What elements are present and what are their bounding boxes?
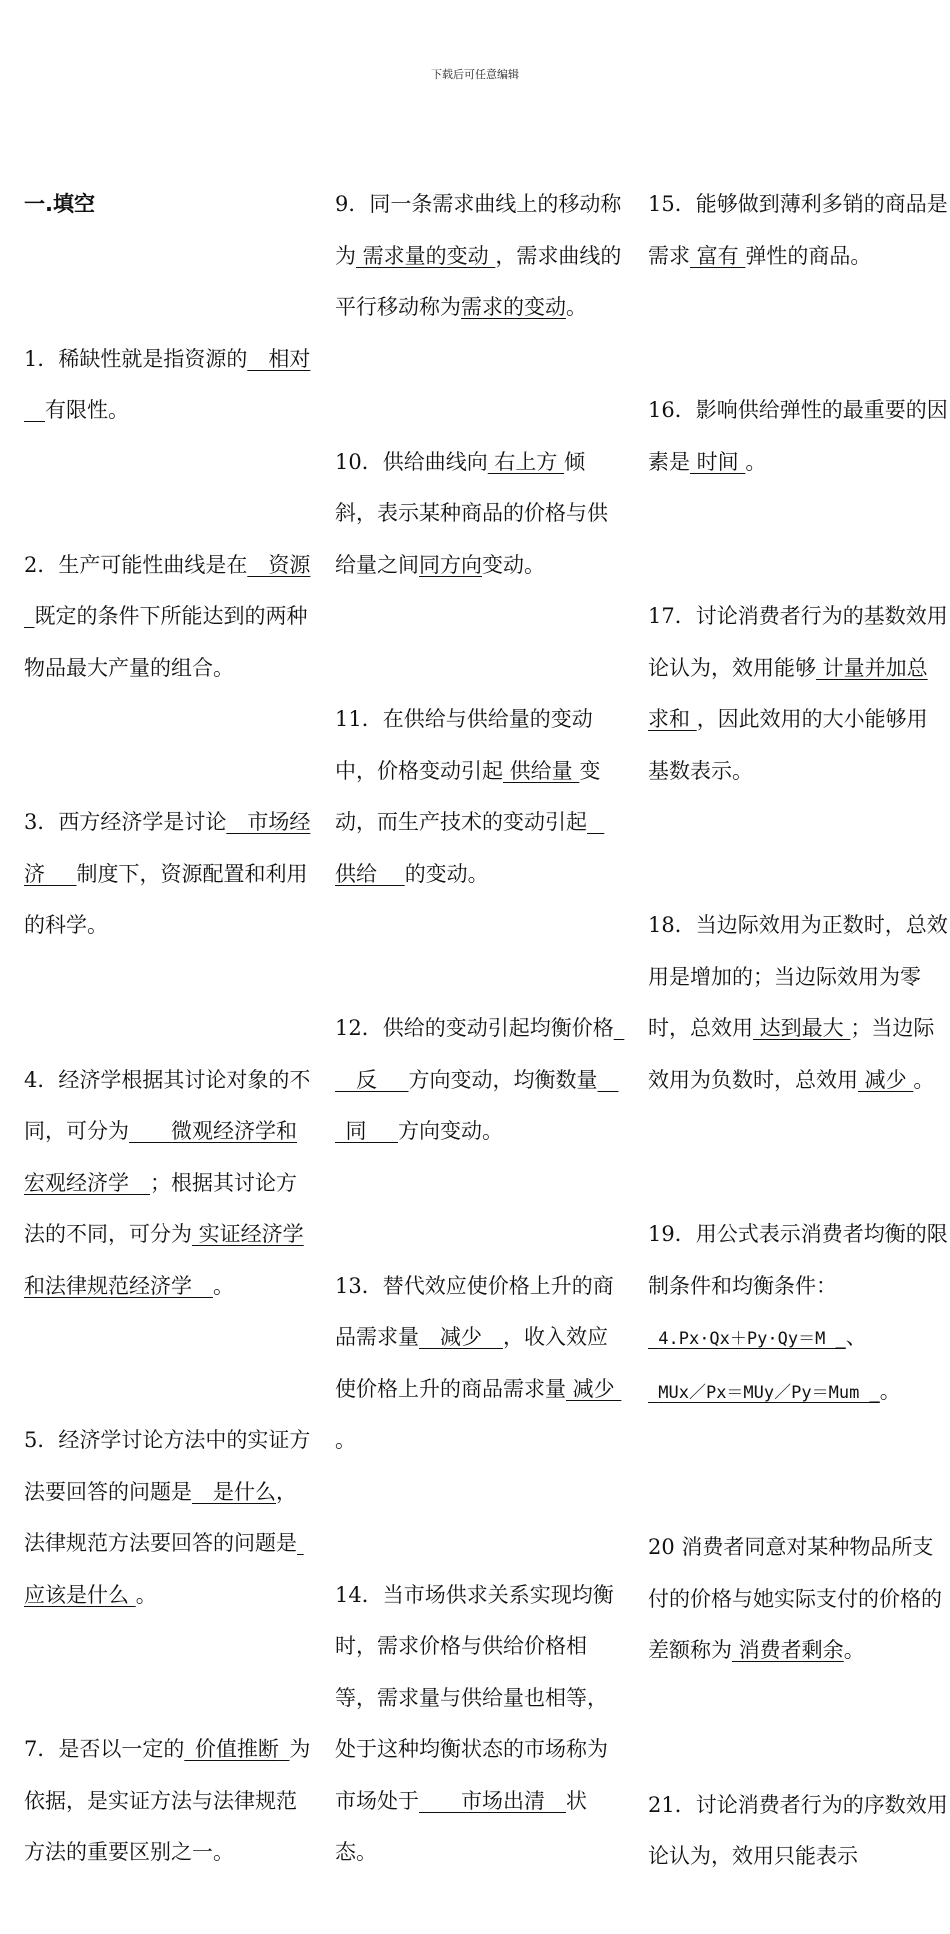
question-15: 15．能够做到薄利多销的商品是需求 富有 弹性的商品。: [648, 192, 948, 268]
question-7: 7．是否以一定的_价值推断_为依据，是实证方法与法律规范方法的重要区别之一。: [24, 1737, 311, 1864]
question-16: 16．影响供给弹性的最重要的因素是 时间 。: [648, 398, 948, 474]
column-2: [335, 76, 625, 1930]
question-17: 17．讨论消费者行为的基数效用论认为，效用能够 计量并加总求和 ，因此效用的大小能够用基数表示。: [648, 604, 948, 783]
column-3: [648, 76, 948, 1934]
question-2: 2．生产可能性曲线是在__资源_既定的条件下所能达到的两种物品最大产量的组合。: [24, 552, 311, 680]
question-20: 20 消费者同意对某种物品所支付的价格与她实际支付的价格的差额称为 消费者剩余。: [648, 1535, 942, 1662]
section-title: 一.填空: [24, 192, 95, 216]
question-21: 21．讨论消费者行为的序数效用论认为，效用只能表示: [648, 1792, 948, 1868]
formula-budget-constraint: 4.Px·Qx＋Py·Qy＝M _: [648, 1329, 846, 1349]
question-4: 4．经济学根据其讨论对象的不同，可分为____微观经济学和宏观经济学__；根据其讨论方法的不同，可分为 实证经济学和法律规范经济学__。: [24, 1067, 311, 1298]
question-13: 13．替代效应使价格上升的商品需求量__减少__，收入效应使价格上升的商品需求量 减少 。: [335, 1273, 622, 1452]
question-19: 19．用公式表示消费者均衡的限制条件和均衡条件： 4.Px·Qx＋Py·Qy＝M _、 MUx／Px＝MUy／Py＝Mum _。: [648, 1222, 948, 1403]
column-1: [24, 76, 316, 1930]
question-12: 12．供给的变动引起均衡价格___反___方向变动，均衡数量___同___方向变动。: [335, 1016, 625, 1143]
question-9: 9．同一条需求曲线上的移动称为 需求量的变动 ，需求曲线的平行移动称为需求的变动。: [335, 192, 622, 319]
question-5: 5．经济学讨论方法中的实证方法要回答的问题是__是什么，法律规范方法要回答的问题是 应该是什么 。: [24, 1428, 311, 1607]
question-3: 3．西方经济学是讨论__市场经济___制度下，资源配置和利用的科学。: [24, 810, 311, 937]
page-header: 下载后可任意编辑: [431, 68, 519, 81]
question-10: 10．供给曲线向 右上方 倾斜，表示某种商品的价格与供给量之间同方向变动。: [335, 449, 608, 577]
question-1: 1．稀缺性就是指资源的__相对__有限性。: [24, 346, 311, 422]
question-11: 11．在供给与供给量的变动中，价格变动引起 供给量 变动，而生产技术的变动引起 _供给__ 的变动。: [335, 707, 605, 886]
question-14: 14．当市场供求关系实现均衡时，需求价格与供给价格相等，需求量与供给量也相等，处于这种均衡状态的市场称为市场处于____市场出清__状态。: [335, 1582, 614, 1864]
formula-equilibrium-condition: MUx／Px＝MUy／Py＝Mum _: [648, 1382, 880, 1403]
question-18: 18．当边际效用为正数时，总效用是增加的；当边际效用为零时，总效用 达到最大 ；当边际效用为负数时，总效用 减少 。: [648, 913, 948, 1092]
